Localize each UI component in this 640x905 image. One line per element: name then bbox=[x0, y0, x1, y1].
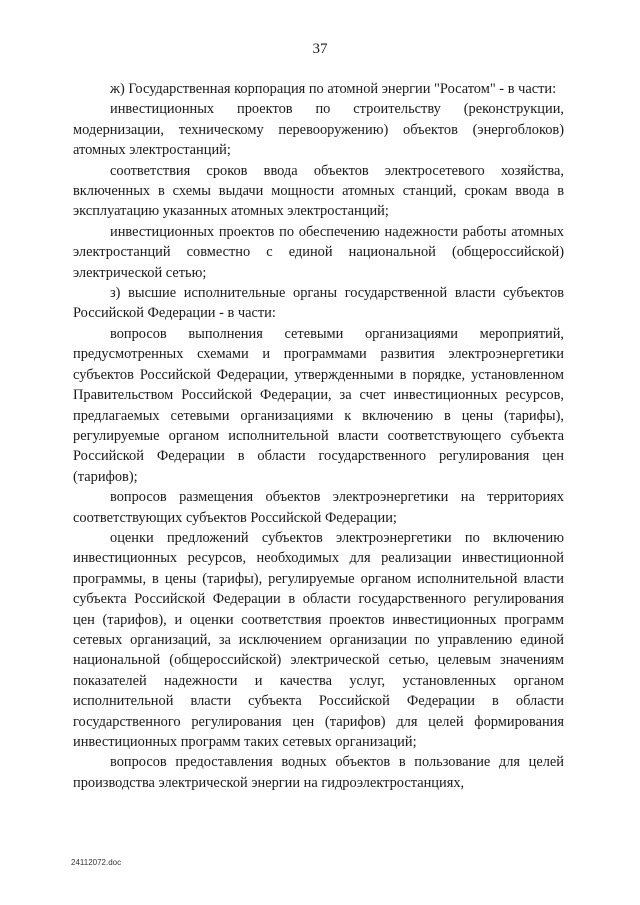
paragraph-investment-assessment: оценки предложений субъектов электроэнергетики по включению инвестиционных ресурсов, необходимых для реализации инвестиционной программы, в цены (тарифы), регулируемые органом исполнительной власти субъекта Российской Федерации в области государственного регулирования цен (тарифов), и оценки соответствия проектов инвестиционных программ сетевых организаций, за исключением организации по управлению единой национальной (общероссийской) электрической сетью, целевым значениям показателей надежности и качества услуг, установленных органом исполнительной власти субъекта Российской Федерации в области государственного регулирования цен (тарифов) для целей формирования инвестиционных программ таких сетевых организаций; bbox=[73, 529, 564, 750]
paragraph-reliability-projects: инвестиционных проектов по обеспечению надежности работы атомных электростанций совместно с единой национальной (общероссийской) электрической сетью; bbox=[73, 223, 564, 281]
paragraph-regional-authorities-heading: з) высшие исполнительные органы государственной власти субъектов Российской Федерации - в части: bbox=[73, 285, 564, 322]
page-number: 37 bbox=[312, 41, 328, 57]
paragraph-water-bodies: вопросов предоставления водных объектов в пользование для целей производства электрической энергии на гидроэлектростанциях, bbox=[73, 754, 564, 791]
paragraph-investment-projects: инвестиционных проектов по строительству (реконструкции, модернизации, техническому перевооружению) объектов (энергоблоков) атомных электростанций; bbox=[73, 101, 564, 159]
paragraph-facility-placement: вопросов размещения объектов электроэнергетики на территориях соответствующих субъектов Российской Федерации; bbox=[73, 489, 564, 526]
document-body bbox=[73, 79, 564, 793]
paragraph-timing-compliance: соответствия сроков ввода объектов электросетевого хозяйства, включенных в схемы выдачи мощности атомных станций, срокам ввода в эксплуатацию указанных атомных электростанций; bbox=[73, 162, 564, 220]
paragraph-grid-measures: вопросов выполнения сетевыми организациями мероприятий, предусмотренных схемами и программами развития электроэнергетики субъектов Российской Федерации, утвержденными в порядке, установленном Правительством Российской Федерации, за счет инвестиционных ресурсов, предлагаемых сетевыми организациями к включению в цены (тарифы), регулируемые органом исполнительной власти соответствующего субъекта Российской Федерации в области государственного регулирования цен (тарифов); bbox=[73, 325, 564, 485]
footer-filename: 24112072.doc bbox=[71, 858, 122, 867]
paragraph-rosatom-heading: ж) Государственная корпорация по атомной энергии "Росатом" - в части: bbox=[110, 81, 557, 97]
